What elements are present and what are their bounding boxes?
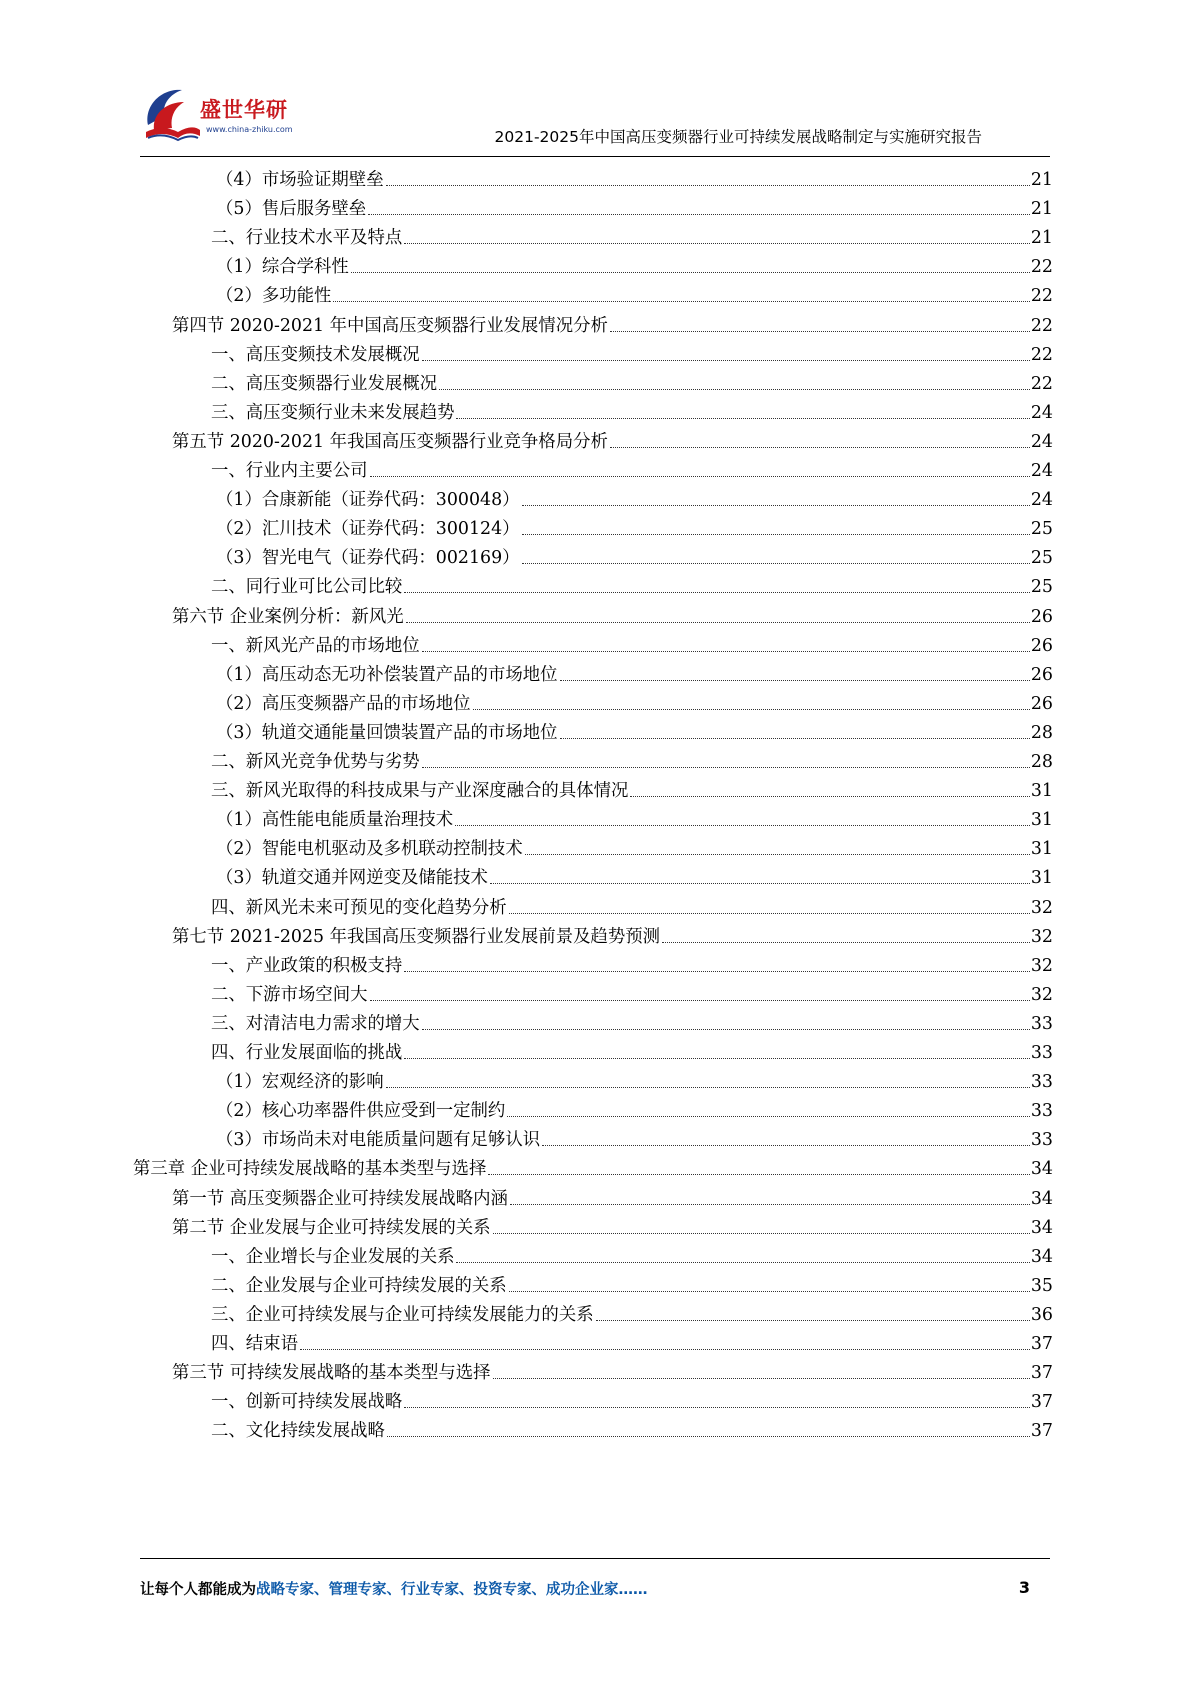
toc-entry-page: 33 <box>1030 1072 1053 1093</box>
toc-dot-leader <box>522 505 1030 506</box>
toc-dot-leader <box>456 1262 1029 1263</box>
toc-entry-title: 二、下游市场空间大 <box>211 984 368 1005</box>
page-footer <box>140 1578 1050 1602</box>
toc-entry-page: 37 <box>1030 1363 1053 1384</box>
toc-entry-title: 第三章 企业可持续发展战略的基本类型与选择 <box>133 1159 487 1180</box>
toc-entry-page: 24 <box>1030 431 1053 452</box>
toc-dot-leader <box>493 1233 1030 1234</box>
page-number: 3 <box>1018 1578 1030 1597</box>
toc-dot-leader <box>610 447 1030 448</box>
toc-dot-leader <box>333 301 1029 302</box>
toc-dot-leader <box>610 331 1030 332</box>
toc-entry-page: 22 <box>1030 257 1053 278</box>
toc-entry-title: 一、高压变频技术发展概况 <box>211 344 420 365</box>
toc-entry-title: 三、对清洁电力需求的增大 <box>211 1013 420 1034</box>
toc-entry[interactable] <box>211 949 1053 977</box>
toc-dot-leader <box>404 243 1030 244</box>
toc-dot-leader <box>386 1087 1030 1088</box>
toc-entry-page: 26 <box>1030 693 1053 714</box>
toc-dot-leader <box>490 883 1030 884</box>
toc-entry-page: 22 <box>1030 315 1053 336</box>
toc-dot-leader <box>404 1407 1030 1408</box>
toc-dot-leader <box>630 796 1029 797</box>
toc-entry-title: （5）售后服务壁垒 <box>216 199 367 220</box>
toc-entry-page: 32 <box>1030 955 1053 976</box>
toc-entry-page: 37 <box>1030 1334 1053 1354</box>
toc-entry[interactable] <box>211 1298 1053 1326</box>
toc-entry-page: 36 <box>1030 1304 1053 1325</box>
toc-dot-leader <box>370 476 1030 477</box>
toc-entry-page: 31 <box>1030 781 1053 802</box>
toc-dot-leader <box>507 1116 1030 1117</box>
toc-entry[interactable] <box>216 1094 1053 1122</box>
toc-entry[interactable] <box>211 454 1053 482</box>
toc-dot-leader <box>406 622 1030 623</box>
toc-dot-leader <box>596 1320 1030 1321</box>
toc-entry-title: （3）轨道交通并网逆变及储能技术 <box>216 868 488 889</box>
toc-entry-title: 第七节 2021-2025 年我国高压变频器行业发展前景及趋势预测 <box>172 926 661 947</box>
footer-divider <box>140 1558 1050 1559</box>
toc-dot-leader <box>525 854 1030 855</box>
footer-slogan-prefix: 让每个人都能成为 <box>140 1582 256 1598</box>
footer-slogan-roles: 战略专家、管理专家、行业专家、投资专家、成功企业家…… <box>256 1582 648 1598</box>
toc-entry-page: 22 <box>1030 344 1053 365</box>
toc-entry[interactable] <box>216 803 1053 831</box>
toc-entry-page: 24 <box>1030 490 1053 511</box>
toc-entry-title: （2）核心功率器件供应受到一定制约 <box>216 1101 506 1122</box>
toc-entry-page: 22 <box>1030 286 1053 307</box>
toc-entry[interactable] <box>172 1182 1053 1210</box>
toc-entry-page: 32 <box>1030 984 1053 1005</box>
logo-text: 盛世华研 <box>200 98 288 122</box>
toc-entry-title: 三、新风光取得的科技成果与产业深度融合的具体情况 <box>211 781 629 802</box>
toc-dot-leader <box>560 680 1030 681</box>
toc-entry-title: 四、结束语 <box>211 1334 298 1354</box>
toc-entry[interactable] <box>216 541 1053 569</box>
toc-dot-leader <box>370 1000 1030 1001</box>
toc-entry-title: 三、高压变频行业未来发展趋势 <box>211 402 455 423</box>
toc-entry-title: （1）高压动态无功补偿装置产品的市场地位 <box>216 664 558 685</box>
toc-entry-title: （3）轨道交通能量回馈装置产品的市场地位 <box>216 722 558 743</box>
toc-entry[interactable] <box>216 658 1053 686</box>
toc-entry[interactable] <box>172 1356 1053 1384</box>
toc-dot-leader <box>300 1349 1030 1350</box>
toc-entry[interactable] <box>216 163 1053 191</box>
toc-entry-title: 一、企业增长与企业发展的关系 <box>211 1246 455 1267</box>
toc-entry-page: 33 <box>1030 1013 1053 1034</box>
toc-entry[interactable] <box>216 192 1053 220</box>
toc-dot-leader <box>493 1378 1030 1379</box>
toc-entry-page: 26 <box>1030 606 1053 627</box>
toc-entry[interactable] <box>211 1007 1053 1035</box>
toc-entry-page: 28 <box>1030 722 1053 743</box>
toc-entry-title: （2）智能电机驱动及多机联动控制技术 <box>216 839 523 860</box>
toc-entry[interactable] <box>211 367 1053 395</box>
toc-entry-page: 34 <box>1030 1217 1053 1238</box>
toc-entry[interactable] <box>211 1036 1053 1064</box>
toc-entry[interactable] <box>216 687 1053 715</box>
toc-entry[interactable] <box>211 774 1053 802</box>
toc-entry[interactable] <box>211 1327 1053 1355</box>
toc-dot-leader <box>404 1058 1030 1059</box>
toc-entry-page: 28 <box>1030 752 1053 772</box>
toc-entry-page: 37 <box>1030 1421 1053 1442</box>
toc-entry-page: 26 <box>1030 664 1053 685</box>
toc-entry-title: 第二节 企业发展与企业可持续发展的关系 <box>172 1217 491 1238</box>
toc-entry[interactable] <box>211 221 1053 249</box>
toc-entry[interactable] <box>172 1211 1053 1239</box>
toc-dot-leader <box>509 1291 1030 1292</box>
header-divider <box>140 156 1050 157</box>
toc-entry-title: 一、产业政策的积极支持 <box>211 955 403 976</box>
toc-entry-page: 25 <box>1030 548 1053 569</box>
toc-entry[interactable] <box>211 1414 1053 1442</box>
toc-entry[interactable] <box>211 1385 1053 1413</box>
toc-dot-leader <box>510 1204 1030 1205</box>
toc-entry-title: 第一节 高压变频器企业可持续发展战略内涵 <box>172 1188 508 1209</box>
toc-entry-page: 31 <box>1030 839 1053 860</box>
toc-entry-page: 24 <box>1030 461 1053 481</box>
toc-entry[interactable] <box>216 250 1053 278</box>
toc-entry-page: 33 <box>1030 1043 1053 1063</box>
toc-entry-title: 一、行业内主要公司 <box>211 461 368 481</box>
toc-entry-page: 33 <box>1030 1101 1053 1122</box>
toc-entry-page: 34 <box>1030 1159 1053 1180</box>
toc-entry-title: 三、企业可持续发展与企业可持续发展能力的关系 <box>211 1304 594 1325</box>
toc-entry-title: （1）合康新能（证券代码：300048） <box>216 490 520 511</box>
toc-entry-page: 32 <box>1030 926 1053 947</box>
toc-entry[interactable] <box>216 1123 1053 1151</box>
toc-entry-page: 22 <box>1030 373 1053 394</box>
toc-entry-title: （3）智光电气（证券代码：002169） <box>216 548 520 569</box>
toc-entry[interactable] <box>216 861 1053 889</box>
toc-entry-page: 26 <box>1030 635 1053 656</box>
toc-entry-page: 31 <box>1030 868 1053 889</box>
toc-dot-leader <box>439 389 1030 390</box>
toc-entry-title: 二、新风光竞争优势与劣势 <box>211 752 420 772</box>
toc-entry[interactable] <box>211 891 1053 919</box>
toc-entry-title: 二、同行业可比公司比较 <box>211 577 403 598</box>
toc-entry-title: 第四节 2020-2021 年中国高压变频器行业发展情况分析 <box>172 315 608 336</box>
toc-dot-leader <box>386 185 1030 186</box>
toc-entry-page: 25 <box>1030 519 1053 540</box>
toc-entry[interactable] <box>172 600 1053 628</box>
toc-entry-title: （4）市场验证期壁垒 <box>216 170 384 190</box>
toc-entry-page: 21 <box>1030 170 1053 190</box>
toc-entry-title: 一、新风光产品的市场地位 <box>211 635 420 656</box>
toc-entry-page: 33 <box>1030 1130 1053 1151</box>
toc-entry[interactable] <box>216 483 1053 511</box>
toc-entry[interactable] <box>211 338 1053 366</box>
toc-entry-page: 32 <box>1030 897 1053 918</box>
toc-entry[interactable] <box>133 1152 1053 1180</box>
toc-entry-page: 34 <box>1030 1188 1053 1209</box>
toc-dot-leader <box>522 563 1030 564</box>
toc-entry-page: 34 <box>1030 1246 1053 1267</box>
toc-entry[interactable] <box>216 512 1053 540</box>
toc-entry-title: 二、文化持续发展战略 <box>211 1421 385 1442</box>
toc-entry-title: 四、新风光未来可预见的变化趋势分析 <box>211 897 507 918</box>
toc-entry[interactable] <box>216 279 1053 307</box>
toc-dot-leader <box>542 1145 1030 1146</box>
toc-entry-title: 二、行业技术水平及特点 <box>211 228 403 249</box>
toc-dot-leader <box>404 592 1030 593</box>
toc-entry[interactable] <box>216 716 1053 744</box>
toc-dot-leader <box>351 272 1030 273</box>
toc-dot-leader <box>422 1029 1030 1030</box>
toc-entry-page: 21 <box>1030 199 1053 220</box>
logo-url: www.china-zhiku.com <box>206 125 293 134</box>
toc-entry-title: 第六节 企业案例分析：新风光 <box>172 606 404 627</box>
toc-entry-title: 四、行业发展面临的挑战 <box>211 1043 403 1063</box>
page-header <box>140 80 1050 160</box>
toc-entry-title: （2）高压变频器产品的市场地位 <box>216 693 471 714</box>
toc-entry[interactable] <box>216 832 1053 860</box>
toc-dot-leader <box>368 214 1030 215</box>
toc-dot-leader <box>422 767 1030 768</box>
report-title: 2021-2025年中国高压变频器行业可持续发展战略制定与实施研究报告 <box>494 128 982 146</box>
toc-entry-title: （1）综合学科性 <box>216 257 349 278</box>
toc-entry-title: 第五节 2020-2021 年我国高压变频器行业竞争格局分析 <box>172 431 608 452</box>
toc-entry-page: 24 <box>1030 402 1053 423</box>
toc-dot-leader <box>560 738 1030 739</box>
toc-entry[interactable] <box>211 570 1053 598</box>
toc-dot-leader <box>509 913 1030 914</box>
toc-entry[interactable] <box>172 309 1053 337</box>
toc-entry-page: 31 <box>1030 810 1053 831</box>
toc-entry-page: 25 <box>1030 577 1053 598</box>
toc-dot-leader <box>473 709 1030 710</box>
toc-entry-title: （1）宏观经济的影响 <box>216 1072 384 1093</box>
toc-dot-leader <box>455 825 1030 826</box>
toc-entry-page: 21 <box>1030 228 1053 249</box>
toc-entry-title: （1）高性能电能质量治理技术 <box>216 810 454 831</box>
toc-dot-leader <box>488 1174 1030 1175</box>
toc-dot-leader <box>404 971 1030 972</box>
toc-entry[interactable] <box>211 978 1053 1006</box>
toc-entry[interactable] <box>172 920 1053 948</box>
toc-entry[interactable] <box>211 396 1053 424</box>
toc-dot-leader <box>662 942 1030 943</box>
toc-entry-page: 37 <box>1030 1392 1053 1413</box>
toc-entry-title: （3）市场尚未对电能质量问题有足够认识 <box>216 1130 541 1151</box>
toc-dot-leader <box>422 360 1030 361</box>
toc-entry-title: 二、高压变频器行业发展概况 <box>211 373 438 394</box>
toc-entry-title: （2）多功能性 <box>216 286 332 307</box>
toc-entry[interactable] <box>211 745 1053 773</box>
toc-entry[interactable] <box>211 1240 1053 1268</box>
toc-entry-title: 第三节 可持续发展战略的基本类型与选择 <box>172 1363 491 1384</box>
toc-dot-leader <box>456 418 1029 419</box>
toc-entry-title: 一、创新可持续发展战略 <box>211 1392 403 1413</box>
toc-dot-leader <box>387 1436 1030 1437</box>
toc-dot-leader <box>422 651 1030 652</box>
toc-entry[interactable] <box>172 425 1053 453</box>
toc-entry-title: 二、企业发展与企业可持续发展的关系 <box>211 1275 507 1296</box>
toc-dot-leader <box>522 534 1030 535</box>
toc-entry-title: （2）汇川技术（证券代码：300124） <box>216 519 520 540</box>
toc-entry[interactable] <box>216 1065 1053 1093</box>
toc-entry-page: 35 <box>1030 1275 1053 1296</box>
toc-entry[interactable] <box>211 1269 1053 1297</box>
toc-entry[interactable] <box>211 629 1053 657</box>
